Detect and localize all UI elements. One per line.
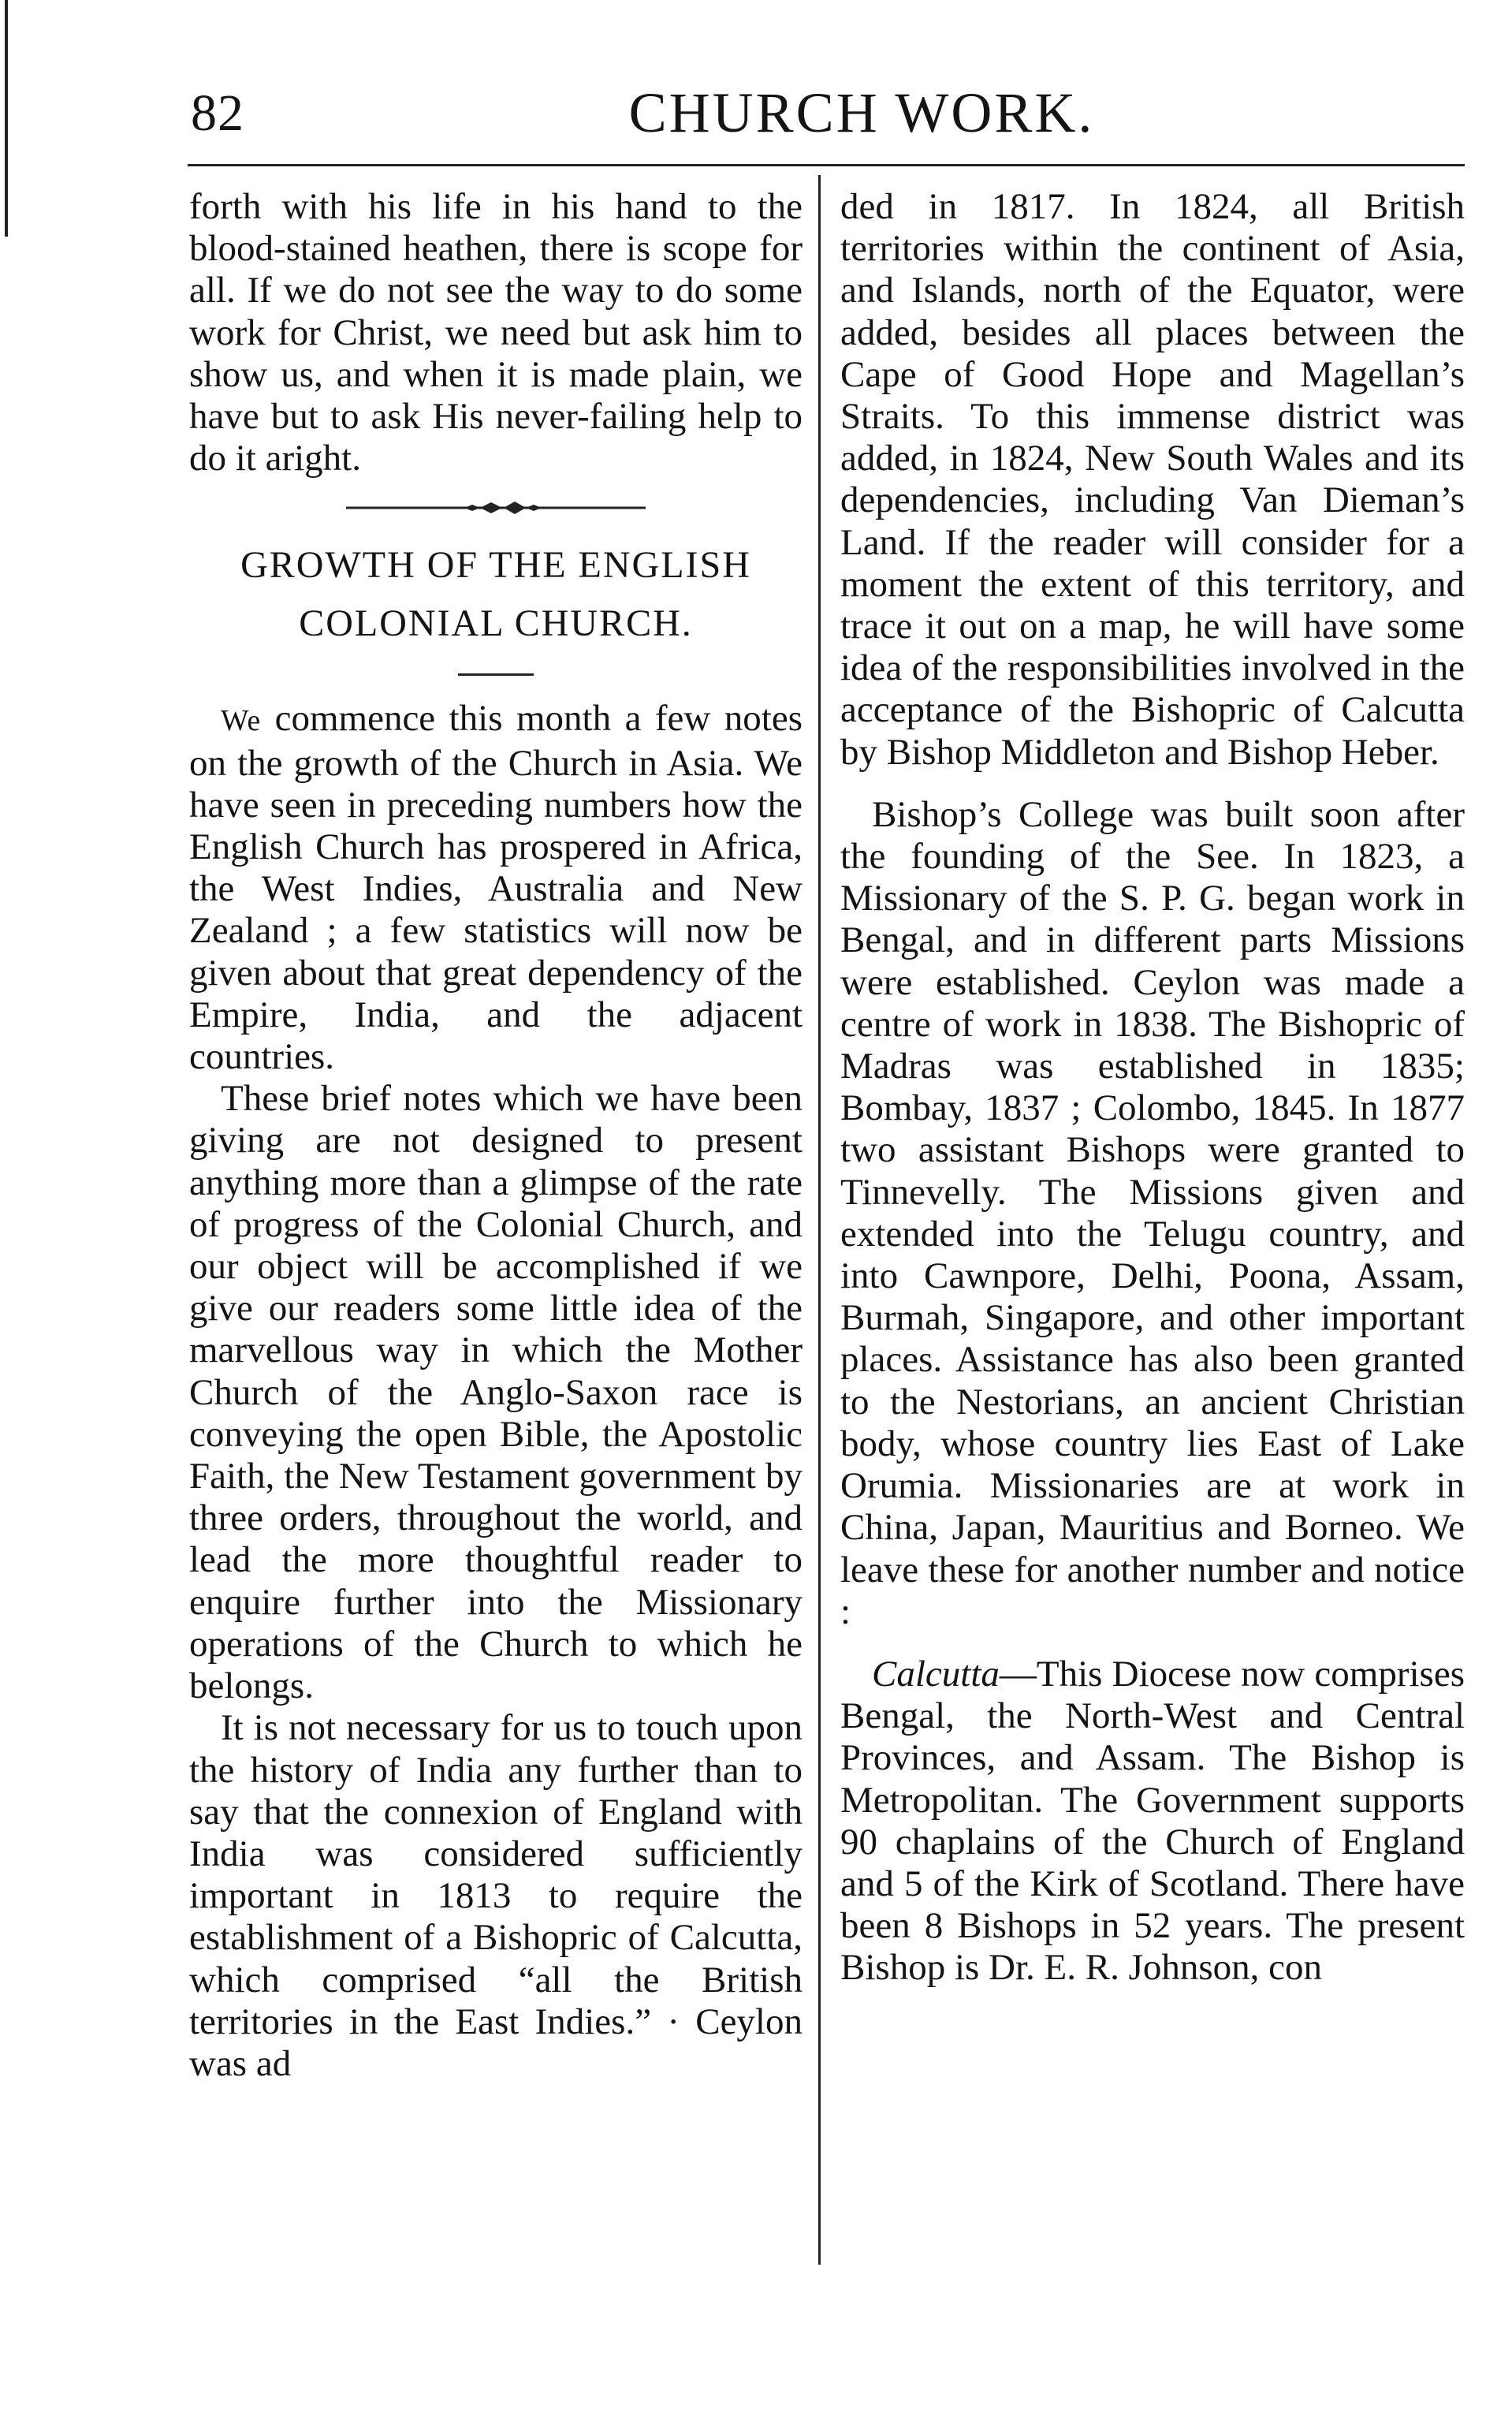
paragraph-text: —This Diocese now comprises Bengal, the North-West and Central Provinces, and Assam. The Bishop is Metropolitan. The Government supports 90 chaplains of the Church of England and 5 of the Kirk of Scotland. There have been 8 Bishops in 52 years. The present Bishop is Dr. E. R. Johnson, con <box>840 1653 1465 1989</box>
column-divider <box>818 175 821 2265</box>
paragraph <box>189 698 803 1078</box>
right-column <box>840 186 1465 1989</box>
paragraph <box>840 1654 1465 1989</box>
diocese-name: Calcutta <box>872 1653 1000 1695</box>
page-header <box>188 76 1465 162</box>
page-number: 82 <box>191 84 244 142</box>
section-ornament <box>189 479 803 536</box>
ornament-rule-icon <box>346 500 646 516</box>
heading-rule <box>458 673 534 676</box>
intro-paragraph: forth with his life in his hand to the blood-stained heathen, there is scope for all. If we do not see the way to do some work for Christ, we need but ask him to show us, and when it is made plain, we have but to ask His never-failing help to do it aright. <box>189 186 803 479</box>
article-heading <box>189 536 803 653</box>
paragraph: It is not necessary for us to touch upon the history of India any further than to say that the connexion of England with India was considered sufficiently important in 1813 to require the establishment of a Bishopric of Calcutta, which comprised “all the British territories in the East Indies.” · Ceylon was ad <box>189 1707 803 2084</box>
paragraph: ded in 1817. In 1824, all British territories within the continent of Asia, and Islands, north of the Equator, were added, besides all places between the Cape of Good Hope and Magellan’s Straits. To this immense district was added, in 1824, New South Wales and its dependencies, including Van Dieman’s Land. If the reader will consider for a moment the extent of this territory, and trace it out on a map, he will have some idea of the responsibilities involved in the acceptance of the Bishopric of Calcutta by Bishop Middleton and Bishop Heber. <box>840 186 1465 773</box>
paragraph-text: commence this month a few notes on the growth of the Church in Asia. We have seen in preceding numbers how the English Church has prospered in Africa, the West Indies, Australia and New Zealand ; a few statistics will now be given about that great dependency of the Empire, India, and the adjacent countries. <box>189 698 803 1078</box>
paragraph: Bishop’s College was built soon after the founding of the See. In 1823, a Missionary of the S. P. G. began work in Bengal, and in different parts Missions were established. Ceylon was made a centre of work in 1838. The Bishopric of Madras was established in 1835; Bombay, 1837 ; Colombo, 1845. In 1877 two assistant Bishops were granted to Tinnevelly. The Missions given and extended into the Telugu country, and into Cawnpore, Delhi, Poona, Assam, Burmah, Singapore, and other important places. Assistance has also been granted to the Nestorians, an ancient Christian body, whose country lies East of Lake Orumia. Missionaries are at work in China, Japan, Mauritius and Borneo. We leave these for another number and notice : <box>840 793 1465 1632</box>
header-rule <box>188 164 1465 166</box>
left-column <box>189 186 803 2085</box>
page-binding-edge <box>5 0 8 237</box>
paragraph: These brief notes which we have been giving are not designed to present anything more than a glimpse of the rate of progress of the Colonial Church, and our object will be accomplished if we give our readers some little idea of the marvellous way in which the Mother Church of the Anglo-Saxon race is conveying the open Bible, the Apostolic Faith, the New Testament government by three orders, throughout the world, and lead the more thoughtful reader to enquire further into the Missionary operations of the Church to which he belongs. <box>189 1078 803 1707</box>
article-heading-line1: GROWTH OF THE ENGLISH <box>240 544 751 587</box>
article-heading-line2: COLONIAL CHURCH. <box>299 602 693 645</box>
opening-word: We <box>221 705 262 738</box>
running-head: CHURCH WORK. <box>628 81 1095 144</box>
